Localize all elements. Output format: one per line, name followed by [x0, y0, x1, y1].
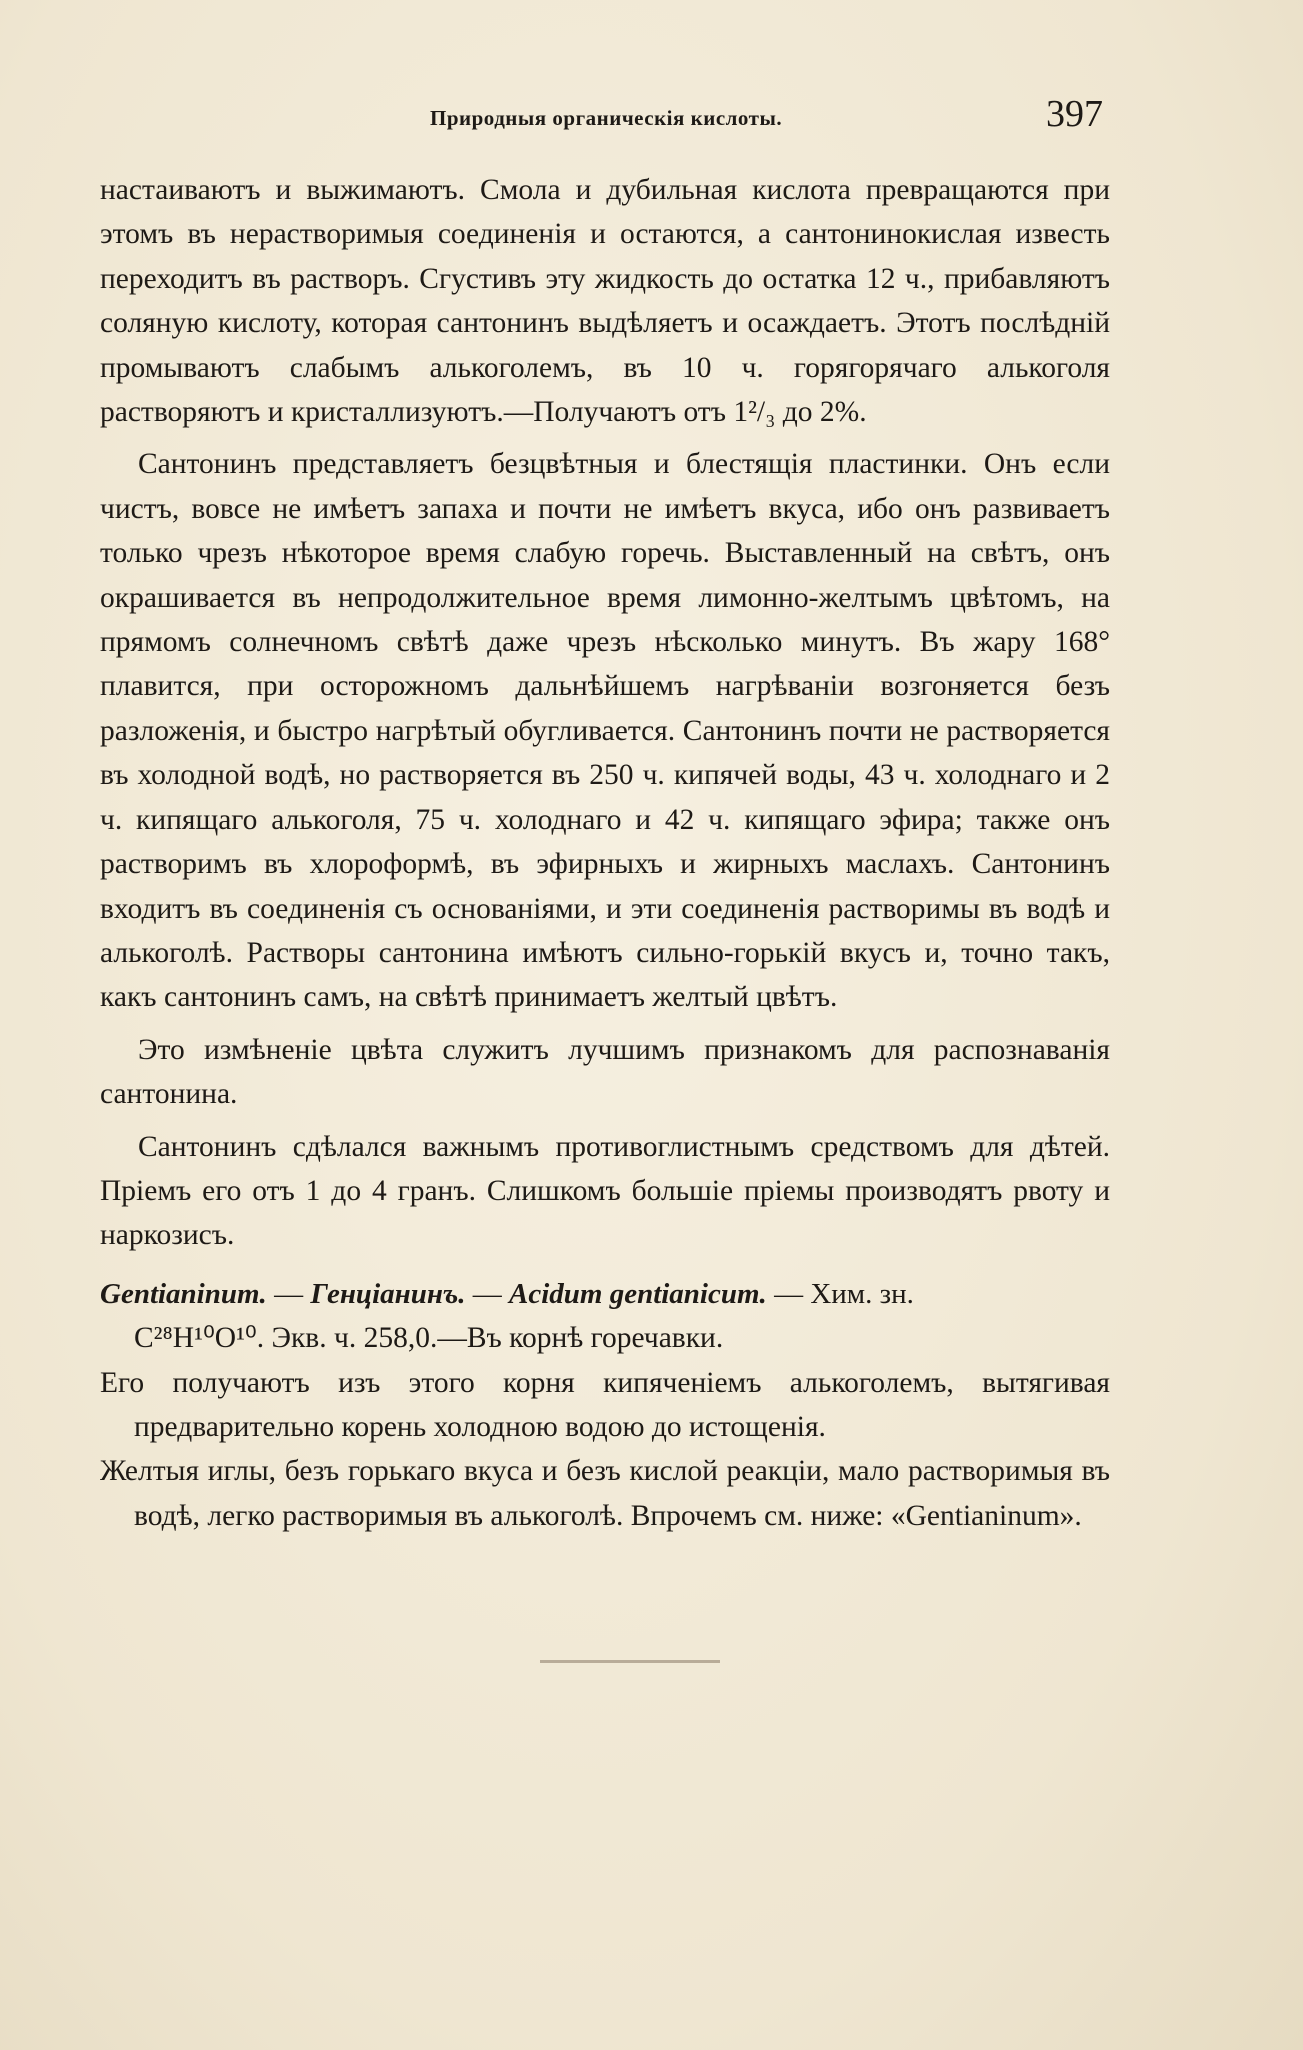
entry-dash-1: — [266, 1277, 311, 1310]
body-text [100, 168, 1110, 1538]
entry-dash-2: — [465, 1277, 509, 1310]
entry-heading [100, 1272, 1110, 1316]
entry-latin-name: Gentianinum. [100, 1277, 267, 1310]
paragraph-extraction: настаиваютъ и выжимаютъ. Смола и дубильная кислота превращаются при этомъ въ нерастворимыя соединенія и остаются, а сантонинокислая известь переходитъ въ растворъ. Сгустивъ эту жидкость до остатка 12 ч., прибавляютъ соляную кислоту, которая сантонинъ выдѣляетъ и осаждаетъ. Этотъ послѣдній промываютъ слабымъ алькоголемъ, въ 10 ч. горягорячаго алькоголя растворяютъ и кристаллизуютъ.—Получаютъ отъ 1²/₃ до 2%. [100, 174, 1110, 429]
page-number: 397 [1046, 93, 1103, 135]
paragraph-medical-use: Сантонинъ сдѣлался важнымъ противоглистнымъ средствомъ для дѣтей. Пріемъ его отъ 1 до 4 гранъ. Слишкомъ большіе пріемы производятъ рвоту и наркозисъ. [100, 1130, 1110, 1252]
section-divider-rule [540, 1660, 720, 1663]
running-title: Природныя органическія кислоты. [430, 106, 783, 130]
entry-russian-name: Генціанинъ. [310, 1277, 466, 1310]
page-header [100, 92, 1103, 142]
entry-acid-name: Acidum gentianicum. [508, 1277, 767, 1310]
paragraph-color-change: Это измѣненіе цвѣта служитъ лучшимъ признакомъ для распознаванія сантонина. [100, 1033, 1110, 1111]
paragraph-properties: Сантонинъ представляетъ безцвѣтныя и блестящія пластинки. Онъ если чистъ, вовсе не имѣетъ запаха и почти не имѣетъ вкуса, ибо онъ развиваетъ только чрезъ нѣкоторое время слабую горечь. Выставленный на свѣтъ, онъ окрашивается въ непродолжительное время лимонно-желтымъ цвѣтомъ, на прямомъ солнечномъ свѣтѣ даже чрезъ нѣсколько минутъ. Въ жару 168° плавится, при осторожномъ дальнѣйшемъ нагрѣваніи возгоняется безъ разложенія, и быстро нагрѣтый обугливается. Сантонинъ почти не растворяется въ холодной водѣ, но растворяется въ 250 ч. кипячей воды, 43 ч. холоднаго и 2 ч. кипящаго алькоголя, 75 ч. холоднаго и 42 ч. кипящаго эфира; также онъ растворимъ въ хлороформѣ, въ эфирныхъ и жирныхъ маслахъ. Сантонинъ входитъ въ соединенія съ основаніями, и эти соединенія растворимы въ водѣ и алькоголѣ. Растворы сантонина имѣютъ сильно-горькій вкусъ и, точно такъ, какъ сантонинъ самъ, на свѣтѣ принимаетъ желтый цвѣтъ. [100, 448, 1110, 1014]
entry-formula: C²⁸H¹⁰O¹⁰. Экв. ч. 258,0.—Въ корнѣ горечавки. [134, 1322, 724, 1355]
entry-preparation: Его получаютъ изъ этого корня кипяченіемъ алькоголемъ, вытягивая предварительно корень холодною водою до истощенія. [100, 1366, 1110, 1443]
entry-formula-label: — Хим. зн. [766, 1277, 914, 1310]
entry-properties: Желтыя иглы, безъ горькаго вкуса и безъ кислой реакціи, мало растворимыя въ водѣ, легко растворимыя въ алькоголѣ. Впрочемъ см. ниже: «Gentianinum». [100, 1455, 1110, 1532]
